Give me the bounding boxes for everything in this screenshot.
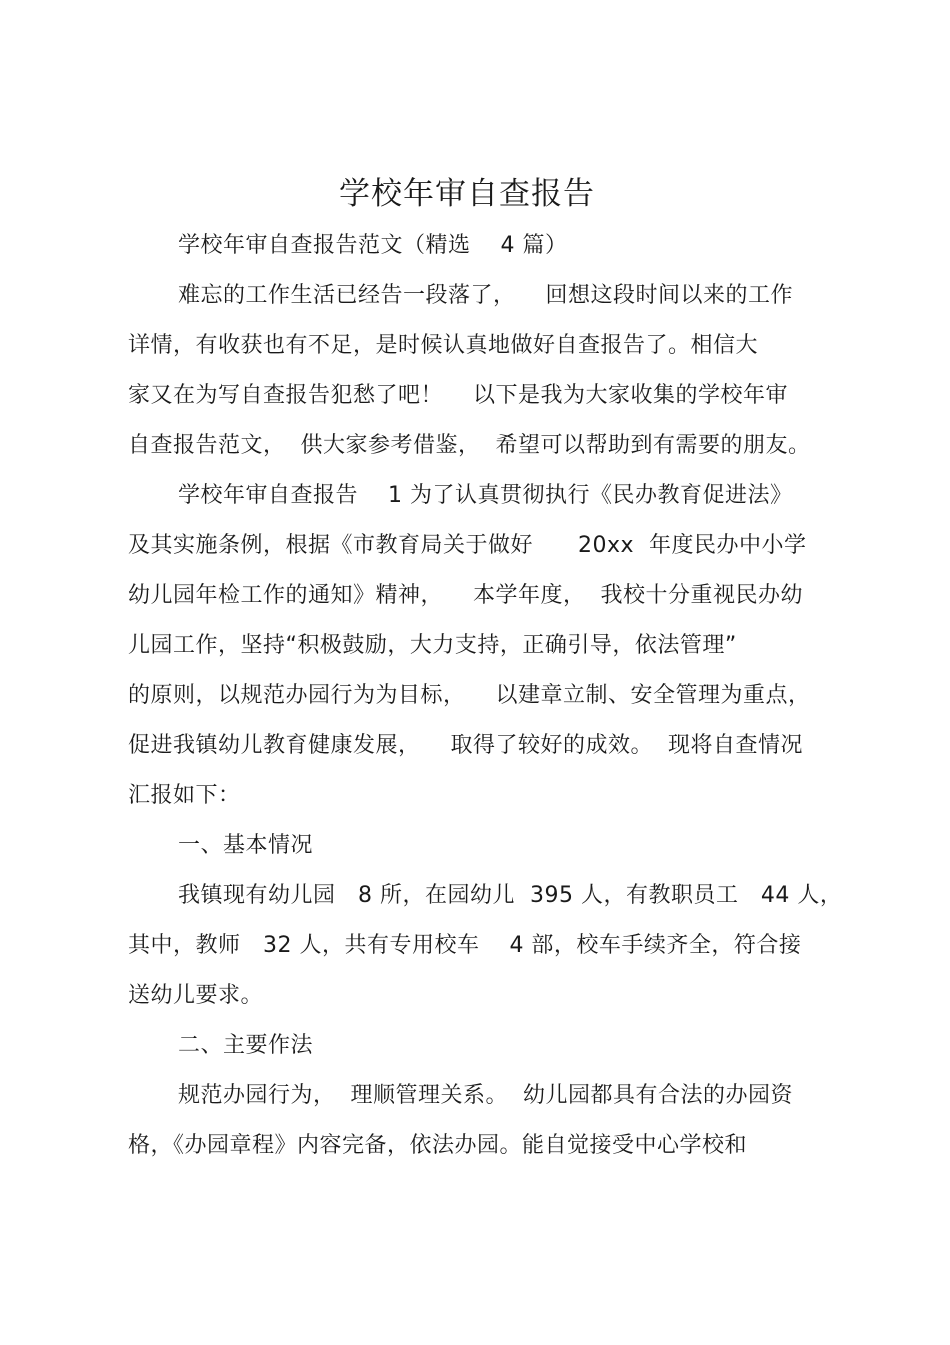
subtitle-line: 学校年审自查报告范文（精选 4 篇） xyxy=(178,233,568,258)
paragraph-line: 送幼儿要求。 xyxy=(128,983,264,1008)
paragraph-line: 我镇现有幼儿园 8 所，在园幼儿 395 人，有教职员工 44 人， xyxy=(178,883,843,908)
paragraph-line: 自查报告范文， 供大家参考借鉴， 希望可以帮助到有需要的朋友。 xyxy=(128,433,811,458)
paragraph-line: 及其实施条例，根据《市教育局关于做好 20xx 年度民办中小学 xyxy=(128,533,807,558)
paragraph-line: 详情，有收获也有不足，是时候认真地做好自查报告了。相信大 xyxy=(128,333,759,358)
paragraph-line: 学校年审自查报告 1 为了认真贯彻执行《民办教育促进法》 xyxy=(178,483,793,508)
paragraph-line: 其中，教师 32 人，共有专用校车 4 部，校车手续齐全，符合接 xyxy=(128,933,802,958)
paragraph-line: 格，《办园章程》内容完备，依法办园。能自觉接受中心学校和 xyxy=(128,1133,748,1158)
document-title: 学校年审自查报告 xyxy=(339,176,595,212)
section-heading: 一、基本情况 xyxy=(178,833,314,858)
paragraph-line: 汇报如下： xyxy=(128,783,241,808)
paragraph-line: 规范办园行为， 理顺管理关系。 幼儿园都具有合法的办园资 xyxy=(178,1083,793,1108)
paragraph-line: 的原则，以规范办园行为为目标， 以建章立制、安全管理为重点， xyxy=(128,683,811,708)
paragraph-line: 儿园工作，坚持“积极鼓励，大力支持，正确引导，依法管理” xyxy=(128,633,737,658)
paragraph-line: 幼儿园年检工作的通知》精神， 本学年度， 我校十分重视民办幼 xyxy=(128,583,803,608)
paragraph-line: 难忘的工作生活已经告一段落了， 回想这段时间以来的工作 xyxy=(178,283,793,308)
paragraph-line: 促进我镇幼儿教育健康发展， 取得了较好的成效。 现将自查情况 xyxy=(128,733,803,758)
section-heading: 二、主要作法 xyxy=(178,1033,314,1058)
paragraph-line: 家又在为写自查报告犯愁了吧！ 以下是我为大家收集的学校年审 xyxy=(128,383,788,408)
